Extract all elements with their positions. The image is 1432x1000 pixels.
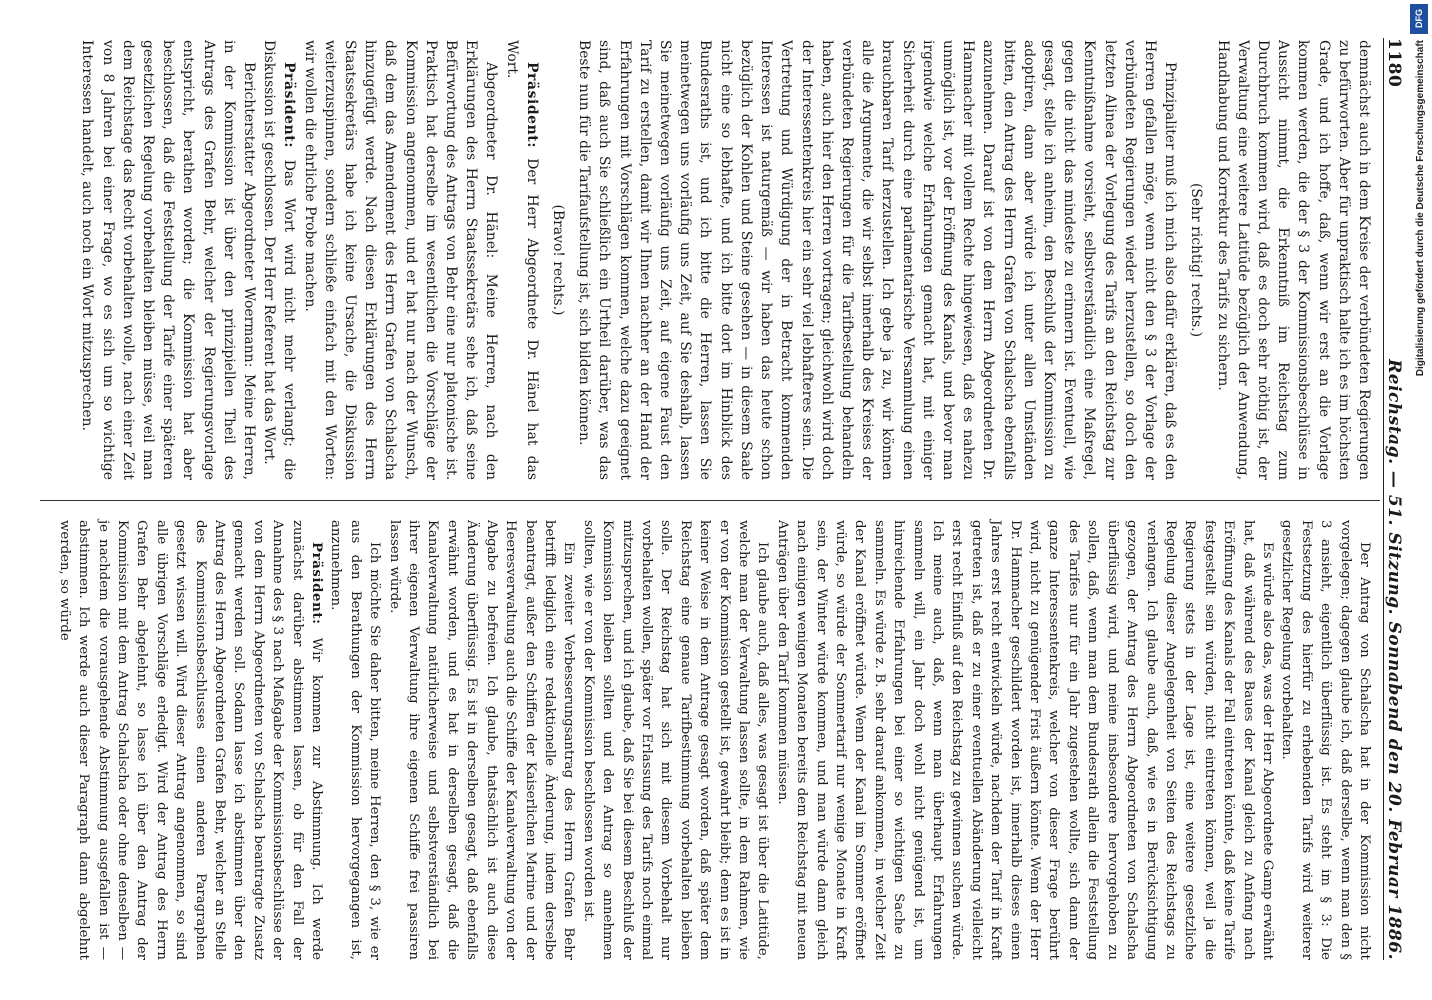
- speaker-name: Präsident:: [309, 542, 325, 625]
- body-paragraph: Berichterstatter Abgeordneter Woermann: Meine Herren, in der Kommission ist über den prinzipiellen Theil des Antrags des Grafen Behr, welcher der Regierungsvorlage entspricht, berathen worden; die Kommission hat aber beschlossen, daß die Feststellung der Tarife einer späteren gesetzlichen Regelung vorbehalten bleiben müsse, weil man dem Reichstage das Recht vorbehalten wolle, nach einer Zeit von 8 Jahren bei einer Frage, wo es sich um so wichtige Interessen handelt, auch noch ein Wort mitzusprechen.: [79, 40, 258, 480]
- speaker-paragraph: [501, 40, 541, 480]
- speaker-name: Präsident:: [523, 62, 540, 149]
- speaker-paragraph: [259, 40, 299, 480]
- interjection: (Sehr richtig! rechts.): [1188, 182, 1205, 337]
- right-column: [54, 520, 1374, 960]
- interjection: (Bravo! rechts.): [550, 204, 567, 316]
- speaker-text: Das Wort wird nicht mehr verlangt; die Diskussion ist geschlossen. Der Herr Referent hat das Wort.: [261, 40, 298, 480]
- speaker-name: Präsident:: [281, 62, 298, 149]
- speaker-text: Der Herr Abgeordnete Dr. Hänel hat das Wort.: [503, 40, 540, 480]
- body-paragraph: demnächst auch in dem Kreise der verbündeten Regierungen zu befürworten. Aber für unpraktisch halte ich es im höchsten Grade, und ich hoffe, daß, wenn wir erst an die Vorlage kommen werden, die der § 3 der Kommissionsbeschlüsse in Aussicht nimmt, die Erkenntniß im Reichstag zum Durchbruch kommen wird, daß es doch sehr nöthig ist, der Verwaltung eine weitere Latitüde bezüglich der Anwendung, Handhabung und Korrektur des Tarifs zu sichern.: [1214, 40, 1372, 480]
- body-paragraph: Abgeordneter Dr. Hänel: Meine Herren, nach den Erklärungen des Herrn Staatssekretärs sehe ich, daß seine Befürwortung des Antrags von Behr eine nur platonische ist. Praktisch hat derselbe im wesentlichen die Vorschläge der Kommission angenommen, und er hat nur nach der Wunsch, daß dem das Amendement des Herrn Grafen von Schalscha hinzugefügt werde. Nach diesen Erklärungen des Herrn Staatssekretärs habe ich keine Ursache, die Diskussion weiterzuspinnen, sondern schließe einfach mit den Worten: wir wollen die ehrliche Probe machen.: [301, 40, 500, 480]
- body-paragraph: Ich glaube auch, daß alles, was gesagt ist über die Latitüde, welche man der Verwaltung lassen sollte, in dem Rahmen, wie er von der Kommission gestellt ist, gewahrt bleibt; denn es ist in keiner Weise in dem Antrage gesagt worden, daß später dem Reichstag eine genaue Tarifbestimmung vorbehalten bleiben solle. Der Reichstag hat sich mit diesem Vorbehalt nur vorbehalten wollen, später vor Erlassung des Tarifs noch einmal mitzusprechen, und ich glaube, daß Sie bei diesem Beschluß der Kommission bleiben sollten und den Antrag so annehmen sollten, wie er von der Kommission beschlossen worden ist.: [580, 520, 771, 960]
- body-paragraph: Prinzipaliter muß ich mich also dafür erklären, daß es den Herren gefallen möge, wenn nicht den § 3 der Vorlage der verbündeten Regierungen wieder herzustellen, so doch den letzten Alinea der Vorlegung des Tarifs an den Reichstag zur Kenntnißnahme vorsieht, selbstverständlich eine Maßregel, gegen die nicht das mindeste zu erinnern ist. Eventuell, wie gesagt, stelle ich anheim, den Beschluß der Kommission zu adoptiren, dann aber würde ich unter allen Umständen bitten, den Antrag des Herrn Grafen von Schalscha ebenfalls anzunehmen. Darauf ist von dem Herrn Abgeordneten Dr. Hammacher mit vollem Rechte hingewiesen, daß es nahezu unmöglich ist, vor der Eröffnung des Kanals, und bevor man irgendwie welche Erfahrungen gemacht hat, mit einiger Sicherheit durch eine parlamentarische Versammlung einen brauchbaren Tarif herzustellen. Ich gebe ja zu, wir können alle die Argumente, die wir selbst innerhalb des Kreises der verbündeten Regierungen für die Tarifbestellung behandeln haben, auch hier den Herren vortragen; gleichwohl wird doch der Interessentenkreis hier ein sehr viel lebhafteres sein. Die Vertretung und Würdigung der in Betracht kommenden Interessen ist naturgemäß — wir haben das heute schon bezüglich der Kohlen und Steine gesehen — in diesem Saale nicht eine so lebhafte, und ich bitte dort im Hinblick des Bundesraths ist, und ich bitte die Herren, lassen Sie meinetwegen uns vorläufig uns Zeit, auf Sie deshalb, lassen Sie meinetwegen vorläufig uns Zeit, auf eigene Faust den Tarif zu erstellen, damit wir Ihnen nachher an der Hand der Erfahrungen mit Vorschlägen kommen, welche dazu geeignet sind, daß auch Sie schließlich ein Urtheil darüber, was das Beste nun für die Tarifaufstellung ist, sich bilden können.: [576, 40, 1179, 480]
- page-number: 1180: [1384, 38, 1404, 88]
- body-paragraph: Ich möchte Sie daher bitten, meine Herren, den § 3, wie er aus den Berathungen der Kommission hervorgegangen ist, anzunehmen.: [328, 520, 383, 960]
- speaker-paragraph: [54, 520, 326, 960]
- speaker-text: Wir kommen zur Abstimmung. Ich werde zunächst darüber abstimmen lassen, ob für den Fall der Annahme des § 3 nach Maßgabe der Kommissionsbeschlüsse der von dem Herrn Abgeordneten von Schalscha beantragte Zusatz gemacht werden soll. Sodann lasse ich abstimmen über den Antrag des Herrn Abgeordneten Grafen Behr, welcher an Stelle des Kommissionsbeschlusses einen anderen Paragraphen gesetzt wissen will. Wird dieser Antrag angenommen, so sind alle übrigen Vorschläge erledigt. Wird der Antrag des Herrn Grafen Behr abgelehnt, so lasse ich über den Antrag der Kommission mit dem Antrag Schalscha oder ohne denselben — je nachdem die vorausgehende Abstimmung ausgefallen ist — abstimmen. Ich werde auch dieser Paragraph dann abgelehnt werden, so würde: [56, 520, 325, 960]
- dfg-logo: DFG: [1410, 4, 1428, 34]
- page-title: Reichstag. — 51. Sitzung. Sonnabend den 20. Februar 1886.: [1384, 359, 1404, 960]
- column-divider: [40, 500, 1380, 501]
- dfg-credit-text: Digitalisierung gefördert durch die Deutsche Forschungsgemeinschaft: [1415, 40, 1426, 377]
- body-paragraph: Der Antrag von Schalscha hat in der Kommission nicht vorgelegen; dagegen glaube ich, daß derselbe, wenn man den § 3 ansieht, eigentlich überflüssig ist. Es steht im § 3: Die Festsetzung des hierfür zu erhebenden Tarifs wird weiterer gesetzlicher Regelung vorbehalten.: [1279, 520, 1372, 960]
- body-paragraph: Ein zweiter Verbesserungsantrag des Herrn Grafen Behr betrifft lediglich eine redaktionelle Änderung, indem derselbe beantragt, außer den Schiffen der Kaiserlichen Marine und der Heeresverwaltung auch die Schiffe der Kanalverwaltung von der Abgabe zu befreien. Ich glaube, thatsächlich ist auch diese Änderung überflüssig. Es ist in derselben gesagt, daß ebenfalls erwähnt worden, und es hat in derselben gesagt, daß die Kanalverwaltung natürlicherweise und selbstverständlich bei ihrer eigenen Verwaltung ihre eigenen Schiffe frei passiren lassen würde.: [386, 520, 577, 960]
- dfg-sidebar: [1404, 0, 1432, 1000]
- body-paragraph: Es würde also das, was der Herr Abgeordnete Gamp erwähnt hat, daß während des Baues der Kanal gleich zu Anfang nach Eröffnung des Kanals der Fall eintreten könnte, daß keine Tarife festgestellt sein würden, nicht eintreten können, weil ja die Regierung stets in der Lage ist, eine weitere gesetzliche Regelung dieser Angelegenheit von Seiten des Reichstags zu verlangen. Ich glaube auch, daß, wie es in Berücksichtigung gezogen, der Antrag des Herrn Abgeordneten von Schalscha überflüssig wird, und meine insbesondere hervorgehoben zu sollen, daß, wenn man dem Bundesrath allein die Feststellung des Tarifes nur für ein Jahr zugestehen wollte, sich dann der ganze Interessentenkreis, welcher von dieser Frage berührt wird, nicht zu genügender Frist äußern könnte. Wenn der Herr Dr. Hammacher geschildert worden ist, innerhalb dieses einen Jahres erst recht entwickeln würde, nachdem der Tarif in Kraft getreten ist, daß er zu einer eventuellen Abänderung vielleicht erst recht Einfluß auf den Reichstag zu gewinnen suchen würde. Ich meine auch, daß, wenn man überhaupt Erfahrungen sammeln will, ein Jahr doch wohl nicht genügend ist, um hinreichende Erfahrungen bei einer so wichtigen Sache zu sammeln. Es würde z. B. sehr darauf ankommen, in welcher Zeit der Kanal eröffnet würde. Wenn der Kanal im Sommer eröffnet würde, so würde der Sommertarif nur wenige Monate in Kraft sein, der Winter würde kommen, und man würde dann gleich nach einigen wenigen Monaten bereits dem Reichstag mit neuen Anträgen über den Tarif kommen müssen.: [774, 520, 1275, 960]
- left-column: [77, 40, 1374, 480]
